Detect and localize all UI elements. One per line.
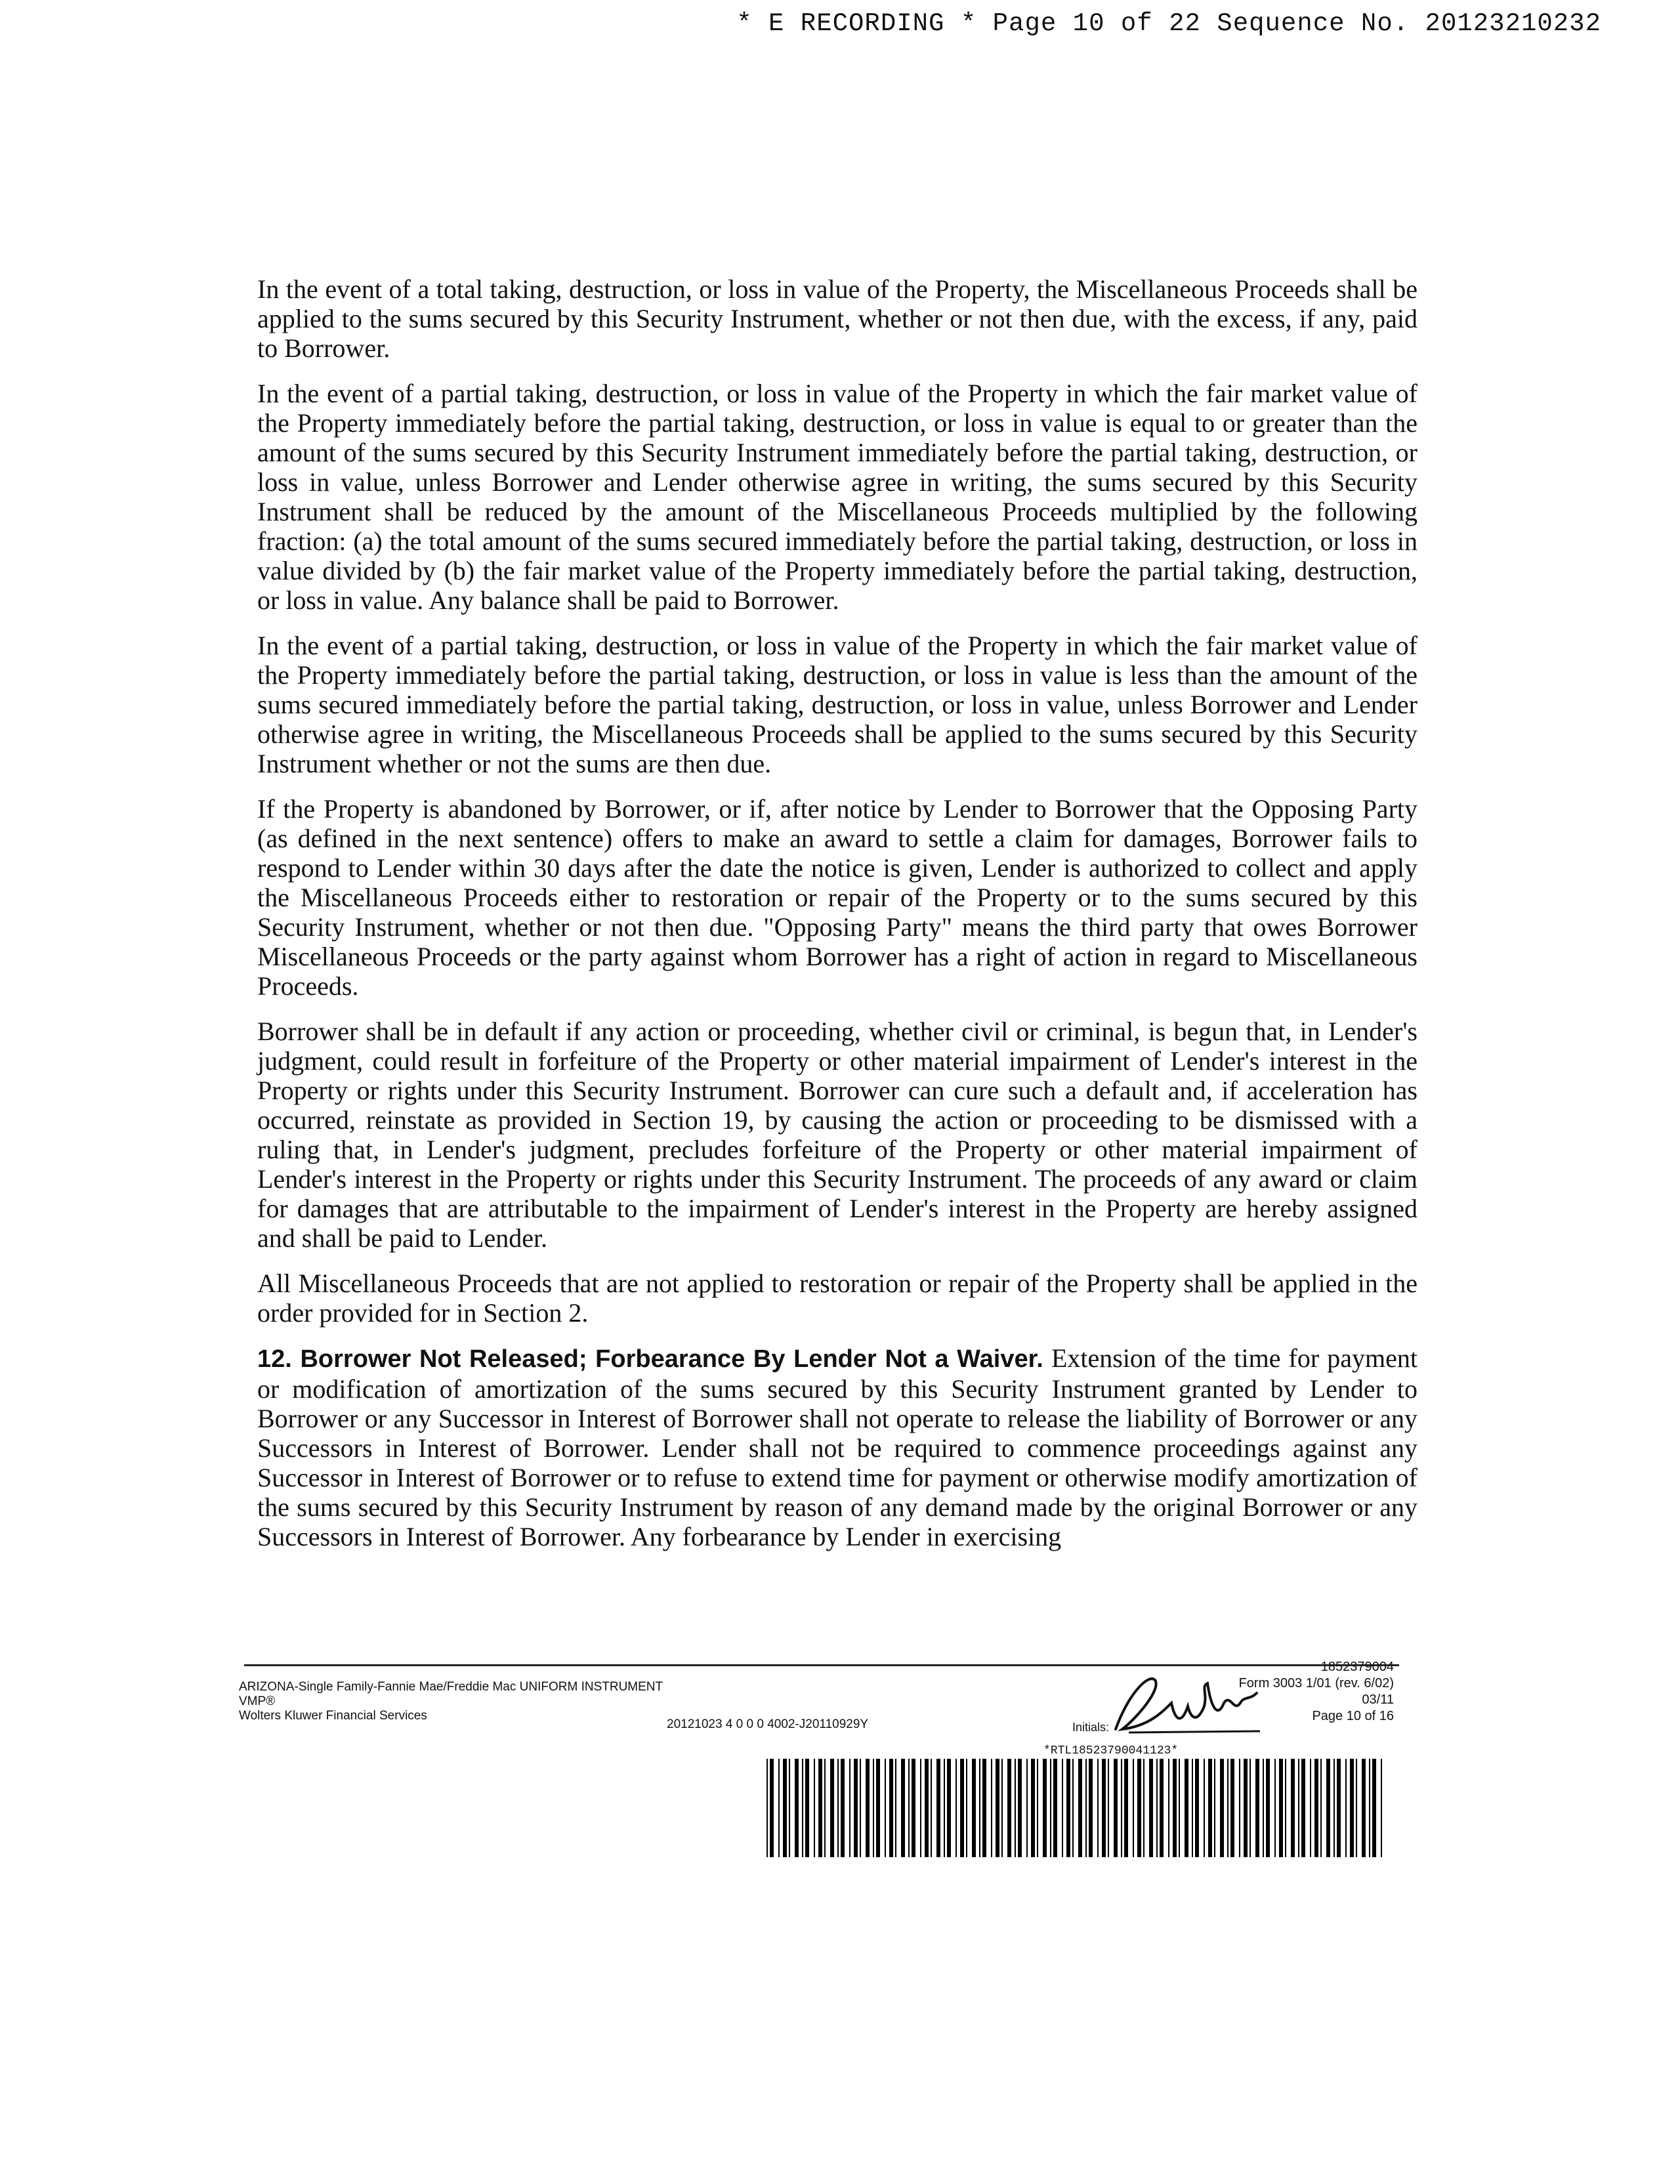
footer-form-number: Form 3003 1/01 (rev. 6/02) (1238, 1676, 1394, 1690)
paragraph-remaining-proceeds: All Miscellaneous Proceeds that are not applied to restoration or repair of the Property shall be applied in the order provided for in Section 2. (257, 1269, 1418, 1328)
footer-loan-number: 1852379004 (1320, 1660, 1394, 1674)
document-body (257, 274, 1418, 1567)
footer-page-label: Page 10 of 16 (1312, 1709, 1394, 1723)
section-12 (257, 1343, 1418, 1551)
section-12-title: 12. Borrower Not Released; Forbearance By Lender Not a Waiver. (257, 1345, 1043, 1373)
footer-vmp: VMP® (239, 1694, 276, 1708)
paragraph-total-taking: In the event of a total taking, destruction, or loss in value of the Property, the Miscellaneous Proceeds shall be applied to the sums secured by this Security Instrument, whether or not then due, with the excess, if any, paid to Borrower. (257, 274, 1418, 363)
recording-header: * E RECORDING * Page 10 of 22 Sequence No. 20123210232 (736, 9, 1601, 38)
footer-divider (244, 1664, 1399, 1666)
footer-doc-code: 20121023 4 0 0 0 4002-J20110929Y (667, 1717, 869, 1731)
barcode-text: *RTL18523790041123* (1043, 1744, 1179, 1757)
footer-form-info (239, 1680, 663, 1723)
initials-label: Initials: (1072, 1721, 1110, 1734)
barcode-image (764, 1759, 1389, 1857)
paragraph-partial-taking-greater: In the event of a partial taking, destruction, or loss in value of the Property in which the fair market value of the Property immediately before the partial taking, destruction, or loss in value is equal to or greater than the amount of the sums secured by this Security Instrument immediately before the partial taking, destruction, or loss in value, unless Borrower and Lender otherwise agree in writing, the sums secured by this Security Instrument shall be reduced by the amount of the Miscellaneous Proceeds multiplied by the following fraction: (a) the total amount of the sums secured immediately before the partial taking, destruction, or loss in value divided by (b) the fair market value of the Property immediately before the partial taking, destruction, or loss in value. Any balance shall be paid to Borrower. (257, 379, 1418, 615)
section-12-text: Extension of the time for payment or modification of amortization of the sums secured by this Security Instrument granted by Lender to Borrower or any Successor in Interest of Borrower shall not operate to release the liability of Borrower or any Successors in Interest of Borrower. Lender shall not be required to commence proceedings against any Successor in Interest of Borrower or to refuse to extend time for payment or otherwise modify amortization of the sums secured by this Security Instrument by reason of any demand made by the original Borrower or any Successors in Interest of Borrower. Any forbearance by Lender in exercising (257, 1343, 1418, 1551)
footer-form-line: ARIZONA-Single Family-Fannie Mae/Freddie Mac UNIFORM INSTRUMENT (239, 1680, 663, 1694)
paragraph-abandoned-property: If the Property is abandoned by Borrower, or if, after notice by Lender to Borrower that the Opposing Party (as defined in the next sentence) offers to make an award to settle a claim for damages, Borrower fails to respond to Lender within 30 days after the date the notice is given, Lender is authorized to collect and apply the Miscellaneous Proceeds either to restoration or repair of the Property or to the sums secured by this Security Instrument, whether or not then due. "Opposing Party" means the third party that owes Borrower Miscellaneous Proceeds or the party against whom Borrower has a right of action in regard to Miscellaneous Proceeds. (257, 794, 1418, 1001)
footer-form-date: 03/11 (1362, 1692, 1394, 1707)
footer-publisher: Wolters Kluwer Financial Services (239, 1709, 427, 1723)
paragraph-borrower-default: Borrower shall be in default if any action or proceeding, whether civil or criminal, is begun that, in Lender's judgment, could result in forfeiture of the Property or other material impairment of Lender's interest in the Property or rights under this Security Instrument. Borrower can cure such a default and, if acceleration has occurred, reinstate as provided in Section 19, by causing the action or proceeding to be dismissed with a ruling that, in Lender's judgment, precludes forfeiture of the Property or other material impairment of Lender's interest in the Property or rights under this Security Instrument. The proceeds of any award or claim for damages that are attributable to the impairment of Lender's interest in the Property are hereby assigned and shall be paid to Lender. (257, 1017, 1418, 1253)
paragraph-partial-taking-less: In the event of a partial taking, destruction, or loss in value of the Property in which the fair market value of the Property immediately before the partial taking, destruction, or loss in value is less than the amount of the sums secured immediately before the partial taking, destruction, or loss in value, unless Borrower and Lender otherwise agree in writing, the Miscellaneous Proceeds shall be applied to the sums secured by this Security Instrument whether or not the sums are then due. (257, 631, 1418, 778)
signature-initials (1109, 1667, 1273, 1739)
